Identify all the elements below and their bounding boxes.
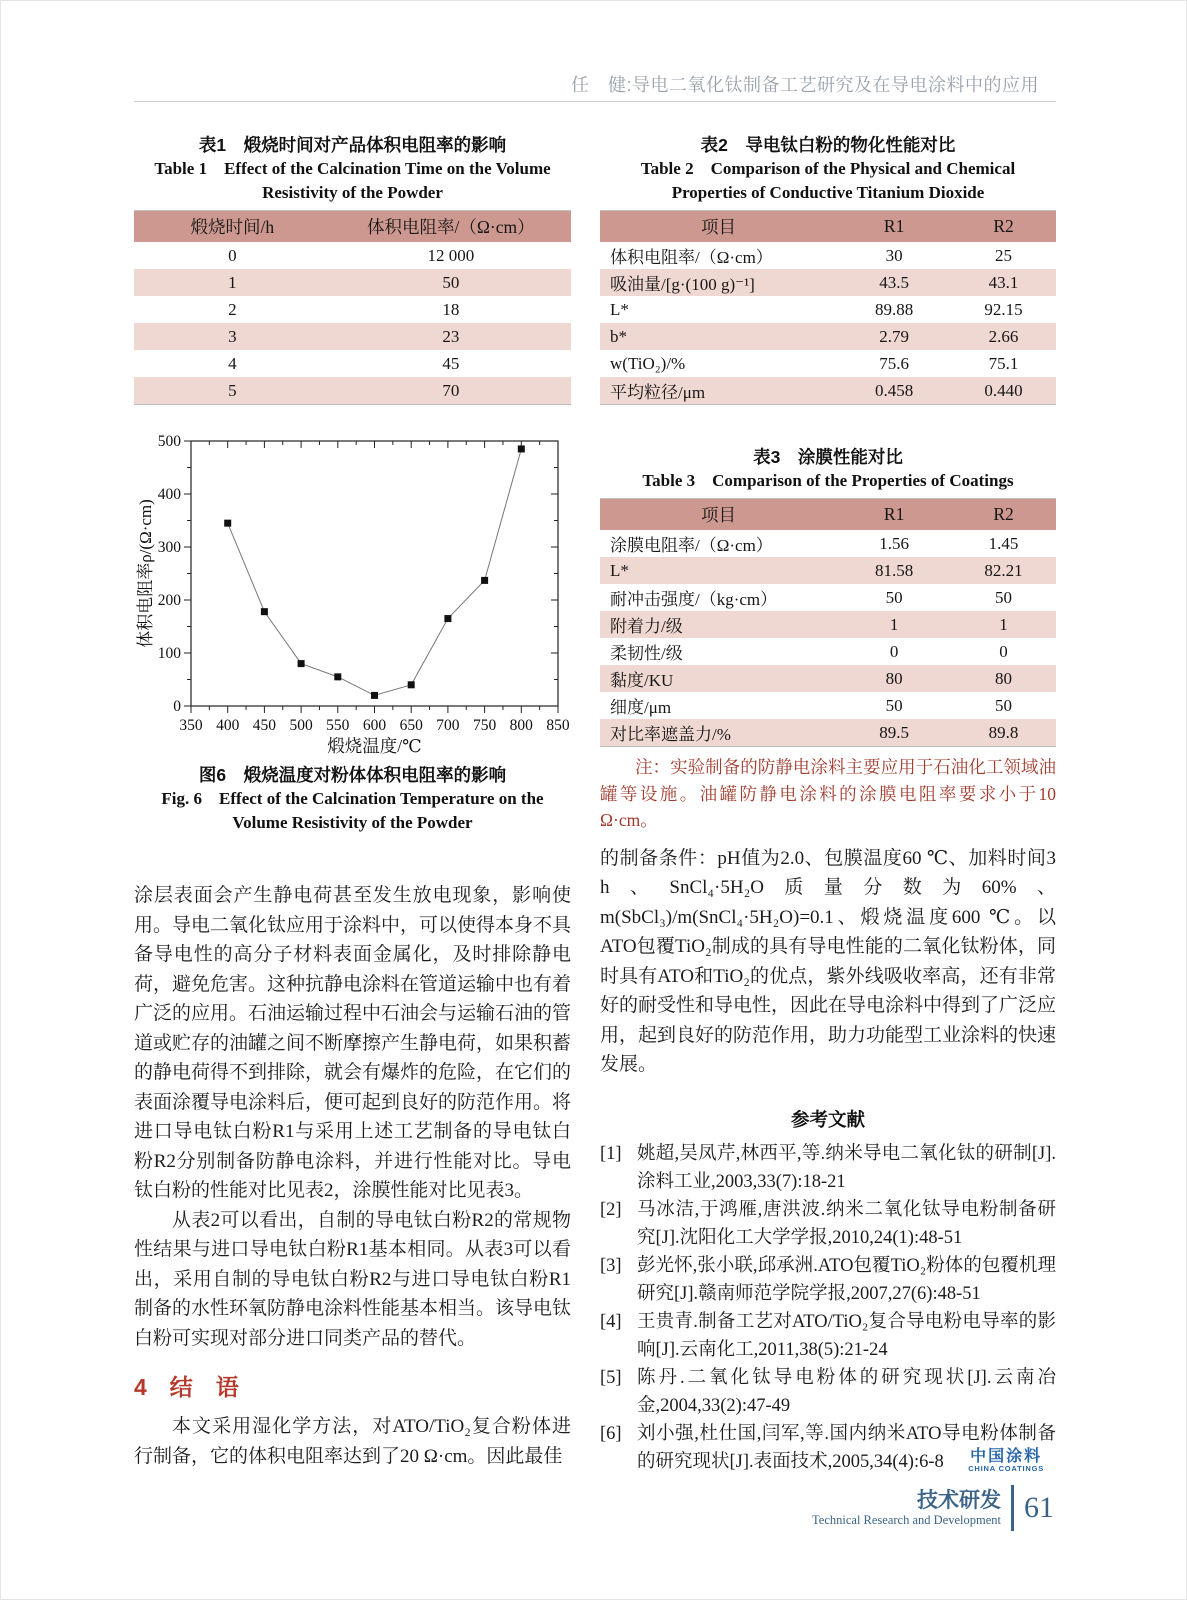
reference-text: 姚超,吴凤芹,林西平,等.纳米导电二氧化钛的研制[J].涂料工业,2003,33(7):18-21 bbox=[637, 1143, 1056, 1192]
data-point bbox=[261, 608, 268, 615]
body-paragraph: 的制备条件：pH值为2.0、包膜温度60 ℃、加料时间3 h、SnCl₄·5H₂O质量分数为60%、m(SbCl₃)/m(SnCl₄·5H₂O)=0.1、煅烧温度600 ℃。以ATO包覆TiO₂制成的具有导电性能的二氧化钛粉体，同时具有ATO和TiO₂的优点，紫外线吸收率高，还有非常好的耐受性和导电性，因此在导电涂料中得到了广泛应用，起到良好的防范作用，助力功能型工业涂料的快速发展。 bbox=[600, 847, 1057, 1075]
x-tick-label: 750 bbox=[472, 717, 497, 734]
table-cell: L* bbox=[600, 557, 837, 584]
reference-item bbox=[600, 1196, 1056, 1252]
logo-text-en: CHINA COATINGS bbox=[968, 1464, 1044, 1474]
page-footer bbox=[812, 1485, 1054, 1531]
table-cell: 0 bbox=[999, 641, 1008, 661]
y-tick-label: 500 bbox=[157, 433, 181, 450]
table-cell: 43.1 bbox=[951, 269, 1056, 296]
table-cell: 75.6 bbox=[879, 353, 909, 373]
references-heading: 参考文献 bbox=[790, 1108, 865, 1130]
reference-number: [6] bbox=[600, 1423, 622, 1444]
table-cell: L* bbox=[610, 299, 629, 319]
table-cell: 柔韧性/级 bbox=[610, 644, 683, 663]
table-cell: 对比率遮盖力/% bbox=[600, 719, 837, 747]
figure6 bbox=[134, 427, 571, 835]
x-tick-label: 800 bbox=[509, 717, 533, 734]
table1-calcination-time bbox=[134, 210, 571, 405]
table-cell: 23 bbox=[331, 323, 571, 350]
reference-number: [5] bbox=[600, 1367, 622, 1388]
table2-caption bbox=[600, 133, 1056, 205]
table-row bbox=[600, 350, 1056, 377]
data-point bbox=[408, 681, 415, 688]
table-cell: 0 bbox=[228, 245, 237, 265]
table-row bbox=[600, 719, 1056, 747]
table-header-cell: 项目 bbox=[600, 211, 837, 243]
x-tick-label: 550 bbox=[326, 717, 350, 734]
table-cell: 耐冲击强度/（kg·cm） bbox=[610, 590, 778, 609]
table-cell: 30 bbox=[885, 245, 903, 265]
china-coatings-logo bbox=[968, 1448, 1044, 1474]
table-header-cell: R1 bbox=[837, 499, 951, 531]
reference-text: 刘小强,杜仕国,闫军,等.国内纳米ATO导电粉体制备的研究现状[J].表面技术,2005,34(4):6-8 bbox=[637, 1423, 1056, 1472]
table-header-row bbox=[134, 211, 571, 243]
table-cell: 2.79 bbox=[837, 323, 951, 350]
table-cell: 50 bbox=[885, 587, 903, 607]
figure6-caption-en: Volume Resistivity of the Powder bbox=[232, 813, 473, 832]
table-cell: 0.458 bbox=[837, 377, 951, 405]
table3-note: 注：实验制备的防静电涂料主要应用于石油化工领域油罐等设施。油罐防静电涂料的涂膜电阻率要求小于10 Ω·cm。 bbox=[600, 757, 1056, 830]
references-list bbox=[600, 1140, 1056, 1476]
figure6-caption-cn: 图6 煅烧温度对粉体体积电阻率的影响 bbox=[198, 765, 507, 785]
table-cell: 1 bbox=[134, 269, 331, 296]
table-cell: 2.66 bbox=[951, 323, 1056, 350]
y-axis-label: 体积电阻率ρ/(Ω·cm) bbox=[136, 499, 155, 648]
table-cell: 50 bbox=[885, 695, 903, 715]
table-cell: 2 bbox=[228, 299, 237, 319]
table-row bbox=[600, 638, 1056, 665]
table-header-row bbox=[600, 211, 1056, 243]
table-cell: 89.8 bbox=[951, 719, 1056, 747]
table-header-cell: R1 bbox=[837, 211, 951, 243]
table-cell: 50 bbox=[995, 695, 1013, 715]
reference-text: 彭光怀,张小联,邱承洲.ATO包覆TiO₂粉体的包覆机理研究[J].赣南师范学院学报,2007,27(6):48-51 bbox=[637, 1255, 1056, 1304]
table-row bbox=[600, 584, 1056, 611]
table-row bbox=[134, 323, 571, 350]
table-row bbox=[134, 350, 571, 377]
table-cell: 涂膜电阻率/（Ω·cm） bbox=[610, 536, 773, 555]
reference-text: 王贵青.制备工艺对ATO/TiO₂复合导电粉电导率的影响[J].云南化工,2011,38(5):21-24 bbox=[637, 1311, 1056, 1360]
y-tick-label: 300 bbox=[157, 539, 181, 556]
table-cell: 18 bbox=[442, 299, 460, 319]
table-cell: 1 bbox=[837, 611, 951, 638]
table-cell: 12 000 bbox=[427, 245, 475, 265]
table-cell: 80 bbox=[951, 665, 1056, 692]
reference-number: [4] bbox=[600, 1311, 622, 1332]
page-number: 61 bbox=[1024, 1491, 1054, 1524]
x-tick-label: 700 bbox=[436, 717, 460, 734]
x-tick-label: 450 bbox=[252, 717, 277, 734]
reference-item bbox=[600, 1308, 1056, 1364]
table2-physical-chemical-properties bbox=[600, 210, 1056, 405]
table-cell: 89.88 bbox=[874, 299, 914, 319]
table-header-cell: R2 bbox=[951, 211, 1056, 243]
table-cell: 附着力/级 bbox=[600, 611, 837, 638]
y-tick-label: 200 bbox=[157, 592, 181, 609]
table3-caption bbox=[600, 445, 1056, 493]
data-point bbox=[444, 615, 451, 622]
table-header-cell: R2 bbox=[951, 499, 1056, 531]
table-cell: w(TiO₂)/% bbox=[610, 353, 686, 373]
data-point bbox=[481, 577, 488, 584]
table1-caption-en: Table 1 Effect of the Calcination Time on the Volume bbox=[154, 159, 551, 178]
table-cell: 细度/μm bbox=[610, 698, 672, 717]
table1-caption bbox=[134, 133, 571, 205]
x-tick-label: 850 bbox=[546, 717, 570, 734]
table-row bbox=[600, 296, 1056, 323]
table-header-row bbox=[600, 499, 1056, 531]
table-row bbox=[600, 323, 1056, 350]
reference-item bbox=[600, 1252, 1056, 1308]
figure6-line-chart bbox=[134, 427, 571, 759]
footer-label-cn: 技术研发 bbox=[917, 1488, 1001, 1512]
table-cell: 1.45 bbox=[988, 533, 1019, 553]
x-tick-label: 400 bbox=[216, 717, 240, 734]
table-row bbox=[600, 242, 1056, 269]
body-paragraph: 涂层表面会产生静电荷甚至发生放电现象，影响使用。导电二氧化钛应用于涂料中，可以使得本身不具备导电性的高分子材料表面金属化，及时排除静电荷，避免危害。这种抗静电涂料在管道运输中也有着广泛的应用。石油运输过程中石油会与运输石油的管道或贮存的油罐之间不断摩擦产生静电荷，如果积蓄的静电荷得不到排除，就会有爆炸的危险，在它们的表面涂覆导电涂料后，便可起到良好的防范作用。将进口导电钛白粉R1与采用上述工艺制备的导电钛白粉R2分别制备防静电涂料，并进行性能对比。导电钛白粉的性能对比见表2，涂膜性能对比见表3。 bbox=[134, 885, 572, 1201]
reference-number: [2] bbox=[600, 1199, 622, 1220]
table-cell: 75.1 bbox=[988, 353, 1019, 373]
x-tick-label: 500 bbox=[289, 717, 313, 734]
right-column bbox=[600, 129, 1056, 1476]
data-point bbox=[371, 692, 378, 699]
table-cell: 黏度/KU bbox=[600, 665, 837, 692]
header-divider bbox=[134, 101, 1056, 102]
data-point bbox=[224, 520, 231, 527]
table3-coating-properties bbox=[600, 498, 1056, 747]
table-cell: 4 bbox=[228, 353, 237, 373]
table-cell: 0 bbox=[889, 641, 899, 661]
table-row bbox=[600, 530, 1056, 557]
plot-border bbox=[191, 441, 558, 706]
table1-caption-en: Resistivity of the Powder bbox=[262, 183, 443, 202]
x-tick-label: 350 bbox=[179, 717, 203, 734]
table-header-cell: 体积电阻率/（Ω·cm） bbox=[331, 211, 571, 243]
table-cell: b* bbox=[600, 323, 837, 350]
table-cell: 92.15 bbox=[984, 299, 1023, 319]
table-row bbox=[134, 269, 571, 296]
section-heading-conclusion: 4 结 语 bbox=[134, 1374, 239, 1400]
x-tick-label: 600 bbox=[362, 717, 387, 734]
table-row bbox=[134, 242, 571, 269]
table-row bbox=[600, 557, 1056, 584]
body-paragraph: 本文采用湿化学方法，对ATO/TiO₂复合粉体进行制备，它的体积电阻率达到了20 Ω·cm。因此最佳 bbox=[134, 1416, 571, 1467]
table-cell: 0.440 bbox=[951, 377, 1056, 405]
data-point bbox=[518, 445, 525, 452]
table-row bbox=[600, 665, 1056, 692]
table-cell: 89.5 bbox=[837, 719, 951, 747]
footer-section-label bbox=[812, 1489, 1001, 1528]
reference-item bbox=[600, 1364, 1056, 1420]
table-cell: 82.21 bbox=[951, 557, 1056, 584]
x-axis-label: 煅烧温度/℃ bbox=[327, 736, 422, 756]
table-row bbox=[134, 377, 571, 405]
table-cell: 吸油量/[g·(100 g)⁻¹] bbox=[600, 269, 837, 296]
footer-divider-bar bbox=[1011, 1485, 1014, 1531]
reference-text: 陈丹.二氧化钛导电粉体的研究现状[J].云南冶金,2004,33(2):47-49 bbox=[637, 1367, 1056, 1416]
body-paragraph: 从表2可以看出，自制的导电钛白粉R2的常规物性结果与进口导电钛白粉R1基本相同。从表3可以看出，采用自制的导电钛白粉R2与进口导电钛白粉R1制备的水性环氧防静电涂料性能基本相当。该导电钛白粉可实现对部分进口同类产品的替代。 bbox=[134, 1209, 572, 1349]
series-line bbox=[228, 449, 522, 695]
y-tick-label: 100 bbox=[157, 645, 181, 662]
table-cell: 70 bbox=[331, 377, 571, 405]
reference-item bbox=[600, 1140, 1056, 1196]
reference-number: [1] bbox=[600, 1143, 622, 1164]
reference-number: [3] bbox=[600, 1255, 622, 1276]
table-row bbox=[600, 269, 1056, 296]
table-cell: 50 bbox=[995, 587, 1013, 607]
table-cell: 1.56 bbox=[879, 533, 909, 553]
table-cell: 平均粒径/μm bbox=[600, 377, 837, 405]
table2-caption-cn: 表2 导电钛白粉的物化性能对比 bbox=[700, 135, 956, 155]
table2-caption-en: Table 2 Comparison of the Physical and Chemical bbox=[640, 159, 1016, 178]
reference-text: 马冰洁,于鸿雁,唐洪波.纳米二氧化钛导电粉制备研究[J].沈阳化工大学学报,2010,24(1):48-51 bbox=[637, 1199, 1056, 1248]
logo-text-cn: 中国涂料 bbox=[970, 1447, 1043, 1465]
data-point bbox=[298, 660, 305, 667]
table-row bbox=[134, 296, 571, 323]
y-tick-label: 0 bbox=[173, 698, 181, 715]
table3-caption-en: Table 3 Comparison of the Properties of Coatings bbox=[642, 471, 1014, 490]
table-cell: 43.5 bbox=[837, 269, 951, 296]
figure6-caption bbox=[134, 763, 571, 835]
two-column-layout bbox=[134, 129, 1056, 1476]
running-head: 任 健:导电二氧化钛制备工艺研究及在导电涂料中的应用 bbox=[571, 75, 1039, 95]
table-cell: 81.58 bbox=[837, 557, 951, 584]
table-header-cell: 项目 bbox=[600, 499, 837, 531]
table-cell: 50 bbox=[331, 269, 571, 296]
data-point bbox=[334, 673, 341, 680]
left-column bbox=[134, 129, 571, 1476]
table2-caption-en: Properties of Conductive Titanium Dioxide bbox=[671, 183, 985, 202]
table-cell: 80 bbox=[837, 665, 951, 692]
figure6-caption-en: Fig. 6 Effect of the Calcination Temperature on the bbox=[161, 789, 544, 808]
table-row bbox=[600, 377, 1056, 405]
footer-label-en: Technical Research and Development bbox=[812, 1512, 1001, 1527]
table-cell: 25 bbox=[995, 245, 1013, 265]
table3-caption-cn: 表3 涂膜性能对比 bbox=[753, 447, 903, 467]
table-cell: 1 bbox=[951, 611, 1056, 638]
table-cell: 3 bbox=[134, 323, 331, 350]
table-cell: 45 bbox=[442, 353, 460, 373]
x-tick-label: 650 bbox=[399, 717, 423, 734]
table-cell: 体积电阻率/（Ω·cm） bbox=[610, 248, 773, 267]
table-header-cell: 煅烧时间/h bbox=[134, 211, 331, 243]
table-row bbox=[600, 692, 1056, 719]
table-cell: 5 bbox=[134, 377, 331, 405]
y-tick-label: 400 bbox=[157, 486, 181, 503]
table1-caption-cn: 表1 煅烧时间对产品体积电阻率的影响 bbox=[198, 135, 507, 155]
table-row bbox=[600, 611, 1056, 638]
